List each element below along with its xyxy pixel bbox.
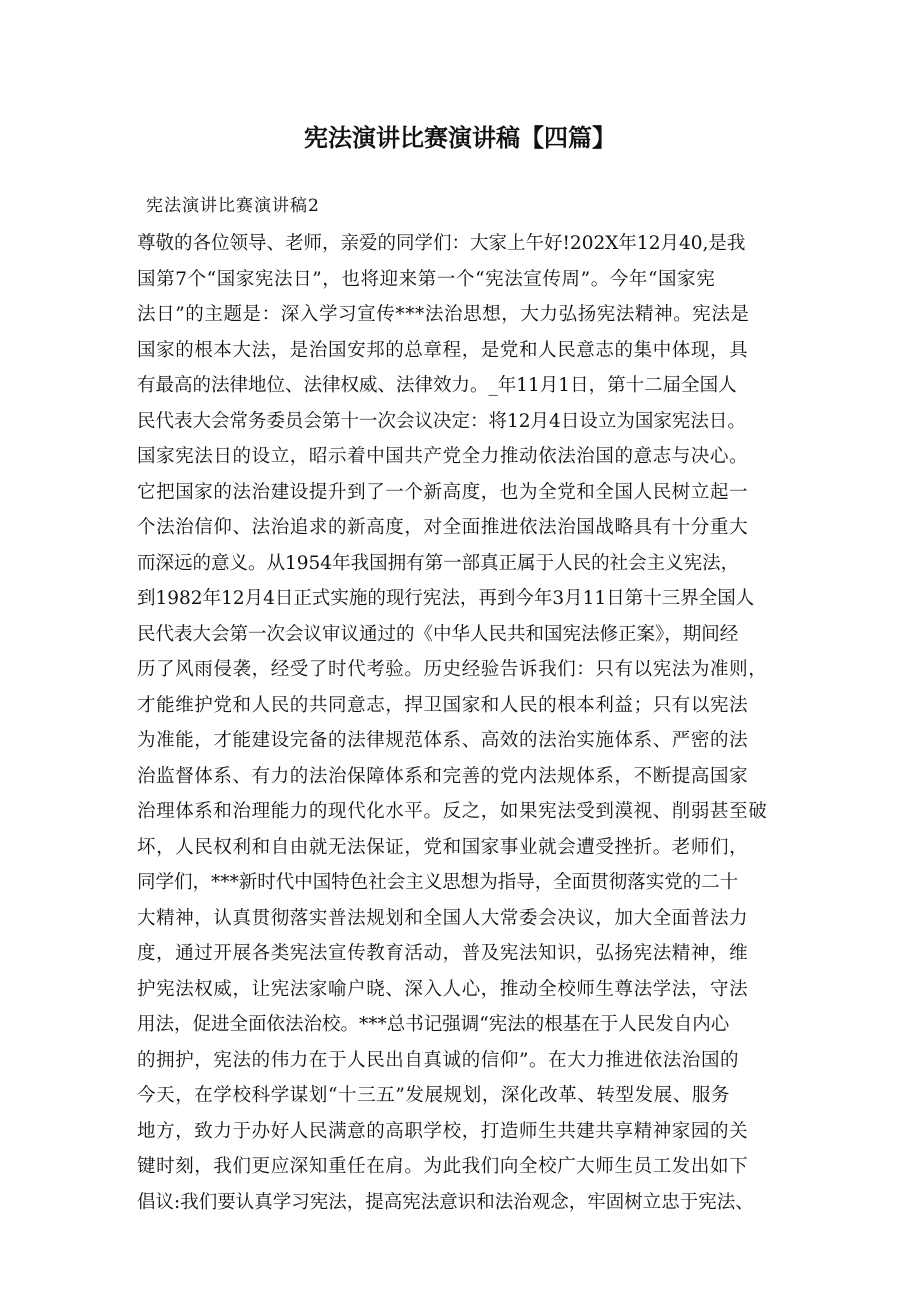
text-line: 国第7个“国家宪法日”，也将迎来第一个“宪法宣传周”。今年“国家宪 bbox=[137, 268, 716, 290]
text-line: 有最高的法律地位、法律权威、法律效力。_年11月1日，第十二届全国人 bbox=[137, 375, 737, 396]
text-line: 治监督体系、有力的法治保障体系和完善的党内法规体系，不断提高国家 bbox=[137, 765, 749, 787]
text-line: 个法治信仰、法治追求的新高度，对全面推进依法治国战略具有十分重大 bbox=[137, 517, 749, 538]
text-line: 今天，在学校科学谋划“十三五”发展规划，深化改革、转型发展、服务 bbox=[137, 1085, 731, 1106]
text-line: 才能维护党和人民的共同意志，捍卫国家和人民的根本利益；只有以宪法 bbox=[137, 694, 749, 716]
text-line: 民代表大会常务委员会第十一次会议决定：将12月4日设立为国家宪法日。 bbox=[137, 410, 746, 432]
text-line: 大精神，认真贯彻落实普法规划和全国人大常委会决议，加大全面普法力 bbox=[137, 907, 749, 929]
text-line: 它把国家的法治建设提升到了一个新高度，也为全党和全国人民树立起一 bbox=[137, 481, 749, 503]
text-line: 历了风雨侵袭，经受了时代考验。历史经验告诉我们：只有以宪法为准则， bbox=[137, 659, 768, 680]
section-heading: 宪法演讲比赛演讲稿2 bbox=[146, 196, 320, 216]
text-line: 的拥护，宪法的伟力在于人民出自真诚的信仰”。在大力推进依法治国的 bbox=[137, 1049, 740, 1071]
text-line: 同学们，***新时代中国特色社会主义思想为指导，全面贯彻落实党的二十 bbox=[137, 872, 739, 893]
text-line: 国家的根本大法，是治国安邦的总章程，是党和人民意志的集中体现，具 bbox=[137, 339, 749, 361]
text-line: 国家宪法日的设立，昭示着中国共产党全力推动依法治国的意志与决心。 bbox=[137, 446, 749, 467]
text-line: 度，通过开展各类宪法宣传教育活动，普及宪法知识，弘扬宪法精神，维 bbox=[137, 943, 749, 964]
text-line: 为准能，才能建设完备的法律规范体系、高效的法治实施体系、严密的法 bbox=[137, 730, 749, 751]
text-line: 民代表大会第一次会议审议通过的《中华人民共和国宪法修正案》，期间经 bbox=[137, 623, 739, 645]
text-line: 护宪法权威，让宪法家喻户晓、深入人心，推动全校师生尊法学法，守法 bbox=[137, 978, 749, 1000]
text-line: 而深远的意义。从1954年我国拥有第一部真正属于人民的社会主义宪法， bbox=[137, 552, 740, 574]
document-title: 宪法演讲比赛演讲稿【四篇】 bbox=[304, 124, 616, 152]
text-line: 倡议:我们要认真学习宪法，提高宪法意识和法治观念，牢固树立忠于宪法、 bbox=[137, 1191, 754, 1213]
body-text bbox=[137, 226, 797, 1220]
text-line: 治理体系和治理能力的现代化水平。反之，如果宪法受到漠视、削弱甚至破 bbox=[137, 801, 768, 822]
text-line: 键时刻，我们更应深知重任在肩。为此我们向全校广大师生员工发出如下 bbox=[137, 1156, 749, 1177]
text-line: 到1982年12月4日正式实施的现行宪法，再到今年3月11日第十三界全国人 bbox=[137, 588, 755, 609]
text-line: 法日”的主题是：深入学习宣传***法治思想，大力弘扬宪法精神。宪法是 bbox=[137, 304, 750, 325]
text-line: 地方，致力于办好人民满意的高职学校，打造师生共建共享精神家园的关 bbox=[137, 1120, 749, 1142]
text-line: 用法，促进全面依法治校。***总书记强调“宪法的根基在于人民发自内心 bbox=[137, 1014, 730, 1035]
text-line: 尊敬的各位领导、老师，亲爱的同学们：大家上午好!202X年12月40,是我 bbox=[137, 233, 746, 254]
text-line: 坏，人民权利和自由就无法保证，党和国家事业就会遭受挫折。老师们， bbox=[137, 836, 749, 858]
